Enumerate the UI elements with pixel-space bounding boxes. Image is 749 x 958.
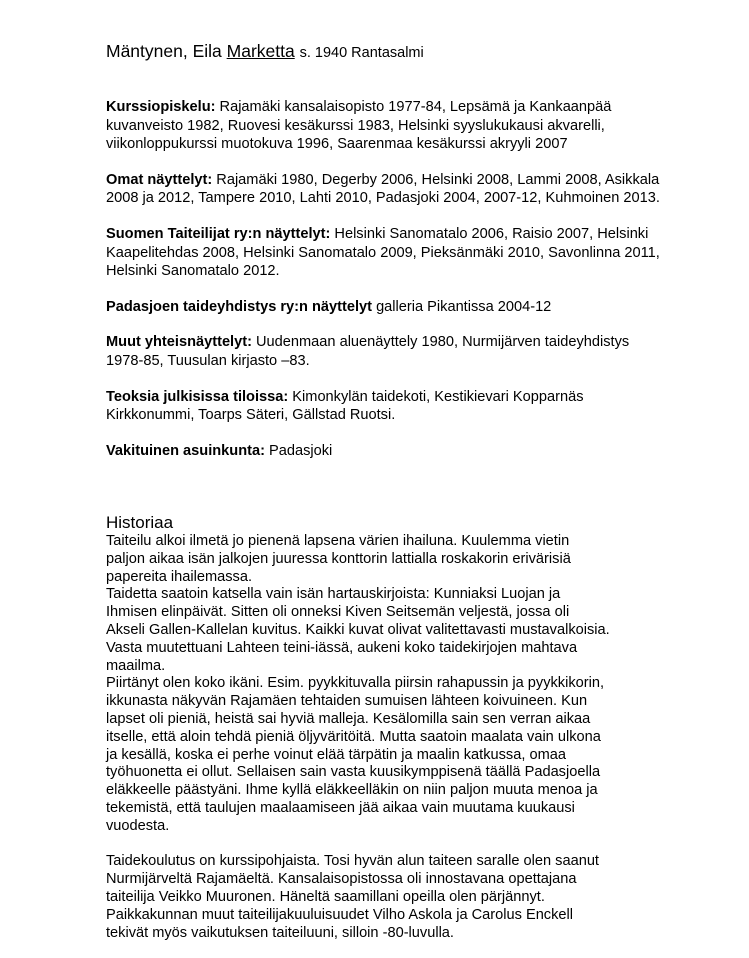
section-label: Teoksia julkisissa tiloissa: <box>106 388 289 405</box>
history-line: ja kesällä, koska ei perhe voinut elää tärpätin ja maalin katkussa, omaa <box>106 746 566 763</box>
section-label: Muut yhteisnäyttelyt: <box>106 334 252 351</box>
section-label: Kurssiopiskelu: <box>106 99 216 115</box>
section-text: Helsinki Sanomatalo 2006, Raisio 2007, Helsinki Kaapelitehdas 2008, Helsinki Sanomatalo 2009, Pieksänmäki 2010, Savonlinna 2011, Helsinki Sanomatalo 2012. <box>106 225 660 280</box>
history-line: Akseli Gallen-Kallelan kuvitus. Kaikki kuvat olivat valitettavasti mustavalkoisia. <box>106 621 610 638</box>
history-line: maailma. <box>106 657 166 674</box>
section-text: Rajamäki 1980, Degerby 2006, Helsinki 2008, Lammi 2008, Asikkala 2008 ja 2012, Tampere 2010, Lahti 2010, Padasjoki 2004, 2007-12, Kuhmoinen 2013. <box>106 171 660 207</box>
section-label: Omat näyttelyt: <box>106 171 213 188</box>
history-line: vuodesta. <box>106 817 170 834</box>
history-heading: Historiaa <box>106 513 174 532</box>
paragraph-gap <box>106 836 666 854</box>
section-text: Padasjoki <box>264 442 333 459</box>
history-line: papereita ihailemassa. <box>106 568 253 585</box>
history-line: eläkkeelle päästyäni. Ihme kyllä eläkkeelläkin on niin paljon muuta menoa ja <box>106 782 598 799</box>
history-line: Taiteilu alkoi ilmetä jo pienenä lapsena värien ihailuna. Kuulemma vietin <box>106 533 570 549</box>
history-body <box>106 533 666 942</box>
section-group-exhibitions <box>106 333 666 370</box>
section-courses <box>106 98 666 154</box>
history-line: Piirtänyt olen koko ikäni. Esim. pyykkituvalla piirsin rahapussin ja pyykkikorin, <box>106 675 605 692</box>
history-line: Paikkakunnan muut taiteilijakuuluisuudet Vilho Askola ja Carolus Enckell <box>106 906 573 923</box>
cv-sections <box>106 98 666 477</box>
history-line: paljon aikaa isän jalkojen juuressa konttorin lattialla roskakorin erivärisiä <box>106 550 571 567</box>
history-line: tekivät myös vaikutuksen taiteiluuni, silloin -80-luvulla. <box>106 924 454 941</box>
history-line: Taidetta saatoin katsella vain isän hartauskirjoista: Kunniaksi Luojan ja <box>106 586 561 603</box>
history-line: työhuonetta ei ollut. Sellaisen sain vasta kuusikymppisenä täällä Padasjoella <box>106 764 601 781</box>
history-line: lapset oli pieniä, heistä sai hyviä malleja. Kesälomilla sain sen verran aikaa <box>106 710 591 727</box>
history-line: Ihmisen elinpäivät. Sitten oli onneksi Kiven Seitsemän veljestä, jossa oli <box>106 604 570 621</box>
section-public-works <box>106 388 666 425</box>
history-line: Vasta muutettuani Lahteen teini-iässä, aukeni koko taidekirjojen mahtava <box>106 639 578 656</box>
section-text: Uudenmaan aluenäyttely 1980, Nurmijärven taideyhdistys 1978-85, Tuusulan kirjasto –83. <box>106 334 630 369</box>
history-line: Nurmijärveltä Rajamäeltä. Kansalaisopistossa oli innostavana opettajana <box>106 871 577 888</box>
artist-name-heading <box>106 40 424 64</box>
history-line: tekemistä, että taulujen maalaamiseen jää aikaa vain muutama kuukausi <box>106 799 575 816</box>
artist-birth-info: s. 1940 Rantasalmi <box>299 45 424 61</box>
section-association-exhibitions <box>106 225 666 281</box>
history-line: itselle, että aloin tehdä pieniä öljyväritöitä. Mutta saatoin maalata vain ulkona <box>106 728 601 745</box>
history-line: taiteilija Veikko Muuronen. Häneltä saamillani opeilla olen pärjännyt. <box>106 888 545 905</box>
artist-surname: Mäntynen, Eila <box>106 41 222 61</box>
history-line: Taidekoulutus on kurssipohjaista. Tosi hyvän alun taiteen saralle olen saanut <box>106 853 599 870</box>
section-text: Kimonkylän taidekoti, Kestikievari Kopparnäs Kirkkonummi, Toarps Säteri, Gällstad Ruotsi. <box>106 388 584 424</box>
artist-given-name-underlined: Marketta <box>226 41 295 61</box>
section-padasjoki-exhibitions <box>106 298 666 317</box>
section-text: galleria Pikantissa 2004-12 <box>372 298 552 315</box>
section-label: Padasjoen taideyhdistys ry:n näyttelyt <box>106 298 373 315</box>
history-line: ikkunasta näkyvän Rajamäen tehtaiden sumuisen lähteen koivuineen. Kun <box>106 693 588 710</box>
section-residence <box>106 442 666 461</box>
section-text: Rajamäki kansalaisopisto 1977-84, Lepsämä ja Kankaanpää kuvanveisto 1982, Ruovesi kesäkurssi 1983, Helsinki syyslukukausi akvarelli, viikonloppukurssi muotokuva 1996, Saarenmaa kesäkurssi akryyli 2007 <box>106 99 612 153</box>
section-solo-exhibitions <box>106 171 666 208</box>
section-label: Vakituinen asuinkunta: <box>106 442 265 459</box>
section-label: Suomen Taiteilijat ry:n näyttelyt: <box>106 225 331 242</box>
